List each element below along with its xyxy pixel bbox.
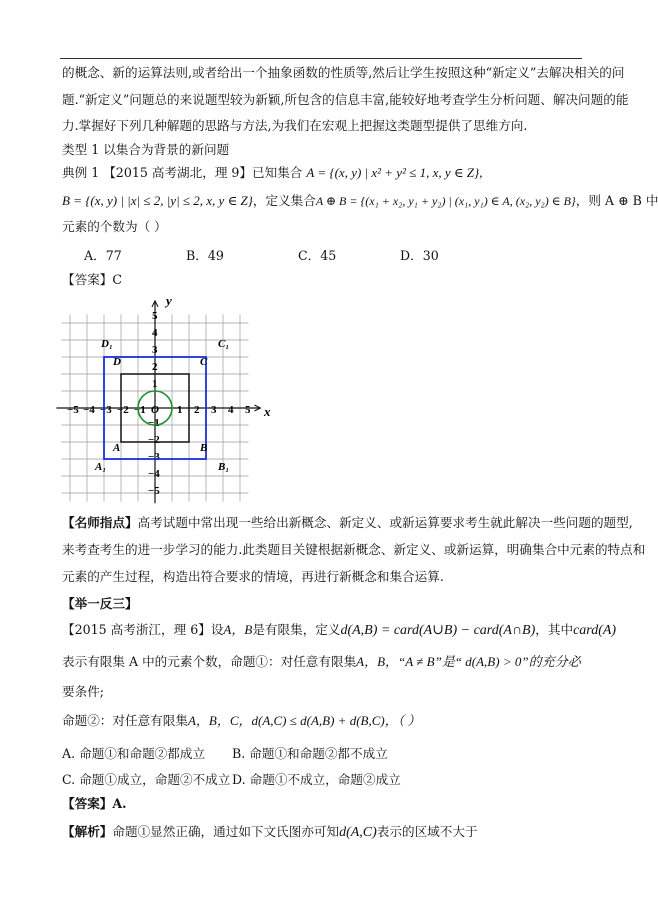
example2-def: d(A,B) = card(A∪B) − card(A∩B) bbox=[340, 623, 536, 638]
example2-line-2 bbox=[62, 653, 581, 671]
answer2-label: 【答案】A. bbox=[62, 796, 127, 811]
example2-option-b: B. 命题①和命题②都不成立 bbox=[232, 746, 388, 761]
example2-prop2-b: A，B，C，d(A,C) ≤ d(A,B) + d(B,C)，（ ） bbox=[187, 713, 421, 728]
variation-label: 【举一反三】 bbox=[62, 596, 138, 611]
tick-y-neg1: −1 bbox=[148, 417, 160, 429]
example2-option-c: C. 命题①成立，命题②不成立 bbox=[62, 772, 231, 787]
label-d: D bbox=[113, 356, 121, 368]
example1-option-c: C．45 bbox=[298, 248, 337, 263]
example2-option-d: D. 命题①不成立，命题②成立 bbox=[232, 772, 401, 787]
tick-y-neg3: −3 bbox=[148, 451, 160, 463]
example2-lead: 【2015 高考浙江，理 6】设 bbox=[62, 622, 224, 637]
tip-line-1 bbox=[62, 514, 633, 532]
analysis-text: 命题①显然正确，通过如下文氏图亦可知 bbox=[112, 824, 340, 839]
example1-then-text: ，则 A ⊕ B 中 bbox=[575, 193, 658, 208]
label-b: B bbox=[200, 442, 208, 454]
tick-y-neg4: −4 bbox=[148, 468, 160, 480]
tip-label: 【名师指点】 bbox=[62, 515, 138, 530]
tick-x-5: 5 bbox=[245, 404, 251, 416]
example1-option-d: D．30 bbox=[400, 248, 439, 263]
tick-y-1: 1 bbox=[152, 378, 158, 390]
tick-y-neg2: −2 bbox=[148, 434, 160, 446]
tick-y-neg5: −5 bbox=[148, 485, 160, 497]
example1-lead: 典例 1 【2015 高考湖北，理 9】已知集合 bbox=[62, 165, 303, 180]
label-a1: A₁ bbox=[95, 461, 107, 473]
intro-line-3: 力.掌握好下列几种解题的思路与方法,为我们在宏观上把握这类题型提供了思维方向. bbox=[62, 118, 528, 133]
axis-x-label: x bbox=[264, 404, 271, 419]
header-rule bbox=[60, 58, 582, 59]
example1-option-a: A．77 bbox=[84, 248, 122, 263]
label-b1: B₁ bbox=[218, 461, 230, 473]
example1-set-b: B = {(x, y) | |x| ≤ 2, |y| ≤ 2, x, y ∈ Z} bbox=[62, 193, 253, 208]
example2-card-text: ，其中 bbox=[535, 622, 574, 637]
example2-line2-a: 表示有限集 A 中的元素个数，命题①：对任意有限集 bbox=[62, 654, 357, 669]
example2-prop2 bbox=[62, 712, 420, 730]
example1-define-expr: A ⊕ B = {(x₁ + x₂, y₁ + y₂) | (x₁, y₁) ∈ A, (x₂, y₂) ∈ B} bbox=[315, 194, 576, 208]
tick-x-neg3: −3 bbox=[100, 404, 112, 416]
intro-line-2: 题.“新定义”问题总的来说题型较为新颖,所包含的信息丰富,能较好地考查学生分析问题、解决问题的能 bbox=[62, 92, 629, 107]
tick-x-2: 2 bbox=[194, 404, 200, 416]
tick-x-neg4: −4 bbox=[83, 404, 95, 416]
intro-line-1: 的概念、新的运算法则,或者给出一个抽象函数的性质等,然后让学生按照这种“新定义”去解决相关的问 bbox=[62, 65, 625, 80]
tip-text-1: 高考试题中常出现一些给出新概念、新定义、或新运算要求考生就此解决一些问题的题型, bbox=[137, 515, 633, 530]
tick-x-3: 3 bbox=[211, 404, 217, 416]
coordinate-figure bbox=[60, 293, 280, 508]
example2-prop2-a: 命题②：对任意有限集 bbox=[62, 713, 188, 728]
analysis-expr: d(A,C) bbox=[339, 825, 377, 840]
answer1-label: 【答案】C bbox=[62, 272, 123, 287]
example1-question: 元素的个数为（ ） bbox=[62, 219, 167, 234]
label-d1: D₁ bbox=[101, 338, 113, 350]
example1-option-b: B．49 bbox=[186, 248, 224, 263]
label-a: A bbox=[113, 442, 121, 454]
example2-option-a: A. 命题①和命题②都成立 bbox=[62, 746, 206, 761]
example1-line-1 bbox=[62, 164, 482, 182]
tick-x-neg5: −5 bbox=[67, 404, 79, 416]
tick-x-1: 1 bbox=[177, 404, 183, 416]
example2-card: card(A) bbox=[573, 623, 617, 638]
tip-line-2: 来考查考生的进一步学习的能力.此类题目关键根据新概念、新定义、或新运算，明确集合中元素的特点和 bbox=[62, 542, 646, 557]
example1-set-a: A = {(x, y) | x² + y² ≤ 1, x, y ∈ Z}, bbox=[306, 165, 483, 180]
analysis-label: 【解析】 bbox=[62, 824, 113, 839]
example2-line2-b: A，B，“A ≠ B”是“ d(A,B) > 0”的充分必 bbox=[356, 654, 581, 669]
point-labels bbox=[94, 338, 229, 473]
label-c1: C₁ bbox=[218, 338, 230, 350]
example2-finite: 是有限集，定义 bbox=[252, 622, 341, 637]
example2-sets: A，B bbox=[223, 622, 253, 637]
analysis-tail: 表示的区域不大于 bbox=[376, 824, 478, 839]
axis-y-label: y bbox=[166, 293, 172, 308]
example2-line-1 bbox=[62, 621, 616, 640]
origin-label: O bbox=[151, 404, 159, 416]
tick-x-neg1: −1 bbox=[134, 404, 146, 416]
example1-define-text: ，定义集合 bbox=[252, 193, 316, 208]
tip-line-3: 元素的产生过程，构造出符合要求的情境，再进行新概念和集合运算. bbox=[62, 569, 444, 584]
tick-y-3: 3 bbox=[152, 344, 158, 356]
tick-y-5: 5 bbox=[152, 310, 158, 322]
example1-line-2 bbox=[62, 192, 658, 210]
type1-heading: 类型 1 以集合为背景的新问题 bbox=[62, 142, 230, 157]
label-c: C bbox=[200, 356, 208, 368]
tick-y-2: 2 bbox=[152, 361, 158, 373]
example2-line-3: 要条件; bbox=[62, 684, 105, 699]
tick-x-neg2: −2 bbox=[117, 404, 129, 416]
tick-x-4: 4 bbox=[228, 404, 234, 416]
tick-y-4: 4 bbox=[152, 327, 158, 339]
analysis-line bbox=[62, 823, 478, 842]
